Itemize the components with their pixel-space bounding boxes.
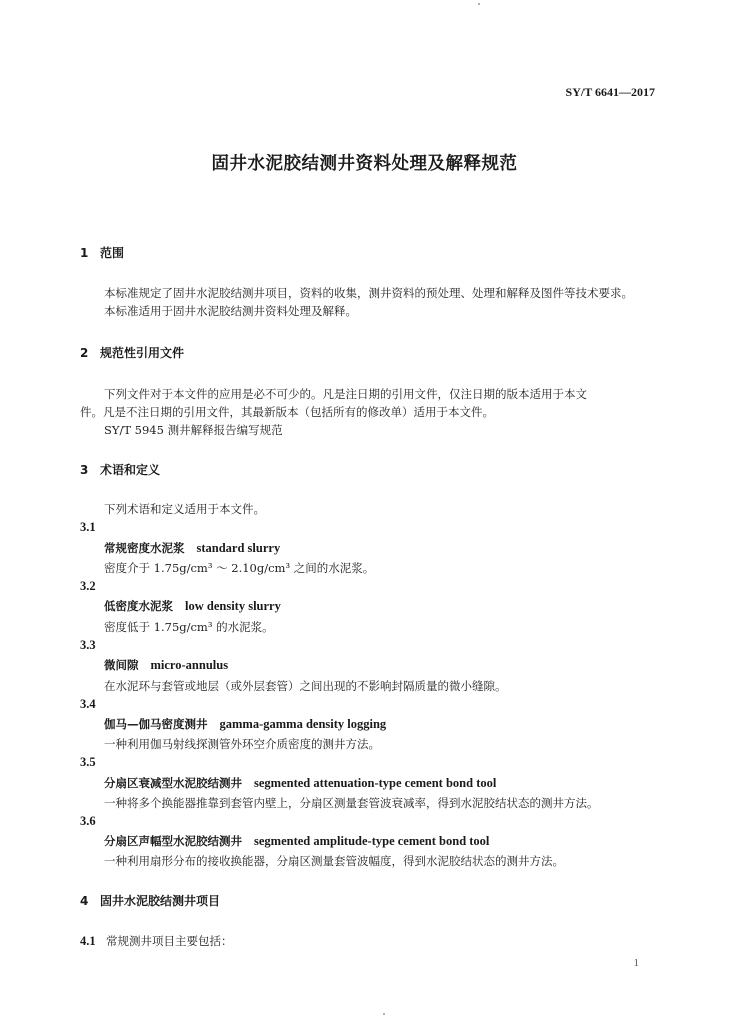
section-title: 术语和定义 [100, 463, 161, 477]
paragraph: 本标准规定了固井水泥胶结测井项目，资料的收集，测井资料的预处理、处理和解释及图件等技术要求。 [104, 286, 633, 300]
section-2-heading [80, 344, 184, 361]
term-zh: 伽马—伽马密度测井 [104, 717, 208, 731]
page-number: 1 [633, 957, 639, 969]
section-1-heading [80, 244, 124, 261]
term-zh: 分扇区衰减型水泥胶结测井 [104, 776, 242, 790]
term-zh: 分扇区声幅型水泥胶结测井 [104, 834, 242, 848]
section-number: 4 [80, 894, 89, 908]
section-number: 1 [80, 246, 89, 260]
term-zh: 低密度水泥浆 [104, 599, 173, 613]
term-en: segmented amplitude-type cement bond tool [254, 834, 490, 848]
term-zh: 微间隙 [104, 658, 139, 672]
term-entry [104, 598, 281, 614]
paragraph: 下列术语和定义适用于本文件。 [104, 502, 265, 516]
term-entry [104, 540, 280, 556]
clause-number: 3.2 [80, 579, 96, 593]
term-definition: 一种利用伽马射线探测管外环空介质密度的测井方法。 [104, 737, 380, 751]
section-4-heading [80, 892, 220, 909]
clause-number: 3.4 [80, 697, 96, 711]
term-definition: 一种将多个换能器推靠到套管内壁上，分扇区测量套管波衰减率，得到水泥胶结状态的测井方法。 [104, 796, 599, 810]
term-en: gamma-gamma density logging [219, 717, 387, 731]
normative-reference: SY/T 5945 测井解释报告编写规范 [104, 423, 283, 437]
section-title: 规范性引用文件 [100, 346, 185, 360]
term-entry [104, 775, 496, 791]
section-title: 范围 [100, 246, 125, 260]
term-en: segmented attenuation-type cement bond tool [254, 776, 497, 790]
term-entry [104, 657, 228, 673]
term-en: low density slurry [185, 599, 281, 613]
paragraph: 本标准适用于固井水泥胶结测井资料处理及解释。 [104, 304, 357, 318]
term-definition: 密度低于 1.75g/cm³ 的水泥浆。 [104, 620, 274, 634]
clause-text: 常规测井项目主要包括： [106, 934, 233, 948]
scan-speck [383, 1013, 385, 1015]
section-3-heading [80, 461, 160, 478]
term-entry [104, 833, 489, 849]
standard-code: SY/T 6641—2017 [565, 85, 655, 99]
term-entry [104, 716, 386, 732]
paragraph: 下列文件对于本文件的应用是必不可少的。凡是注日期的引用文件，仅注日期的版本适用于本文 [104, 387, 587, 401]
section-title: 固井水泥胶结测井项目 [100, 894, 221, 908]
term-en: micro-annulus [150, 658, 229, 672]
document-title: 固井水泥胶结测井资料处理及解释规范 [211, 154, 518, 174]
term-definition: 一种利用扇形分布的接收换能器，分扇区测量套管波幅度，得到水泥胶结状态的测井方法。 [104, 854, 564, 868]
clause-number: 3.3 [80, 638, 96, 652]
section-number: 2 [80, 346, 89, 360]
clause-number: 4.1 [80, 934, 96, 948]
term-zh: 常规密度水泥浆 [104, 541, 185, 555]
paragraph-continuation: 件。凡是不注日期的引用文件，其最新版本（包括所有的修改单）适用于本文件。 [80, 405, 494, 419]
scan-speck [478, 3, 480, 5]
section-number: 3 [80, 463, 89, 477]
term-definition: 在水泥环与套管或地层（或外层套管）之间出现的不影响封隔质量的微小缝隙。 [104, 679, 507, 693]
term-en: standard slurry [196, 541, 281, 555]
clause-number: 3.6 [80, 814, 96, 828]
term-definition: 密度介于 1.75g/cm³ ～ 2.10g/cm³ 之间的水泥浆。 [104, 561, 375, 575]
clause-4-1 [80, 933, 233, 949]
clause-number: 3.1 [80, 520, 96, 534]
clause-number: 3.5 [80, 755, 96, 769]
